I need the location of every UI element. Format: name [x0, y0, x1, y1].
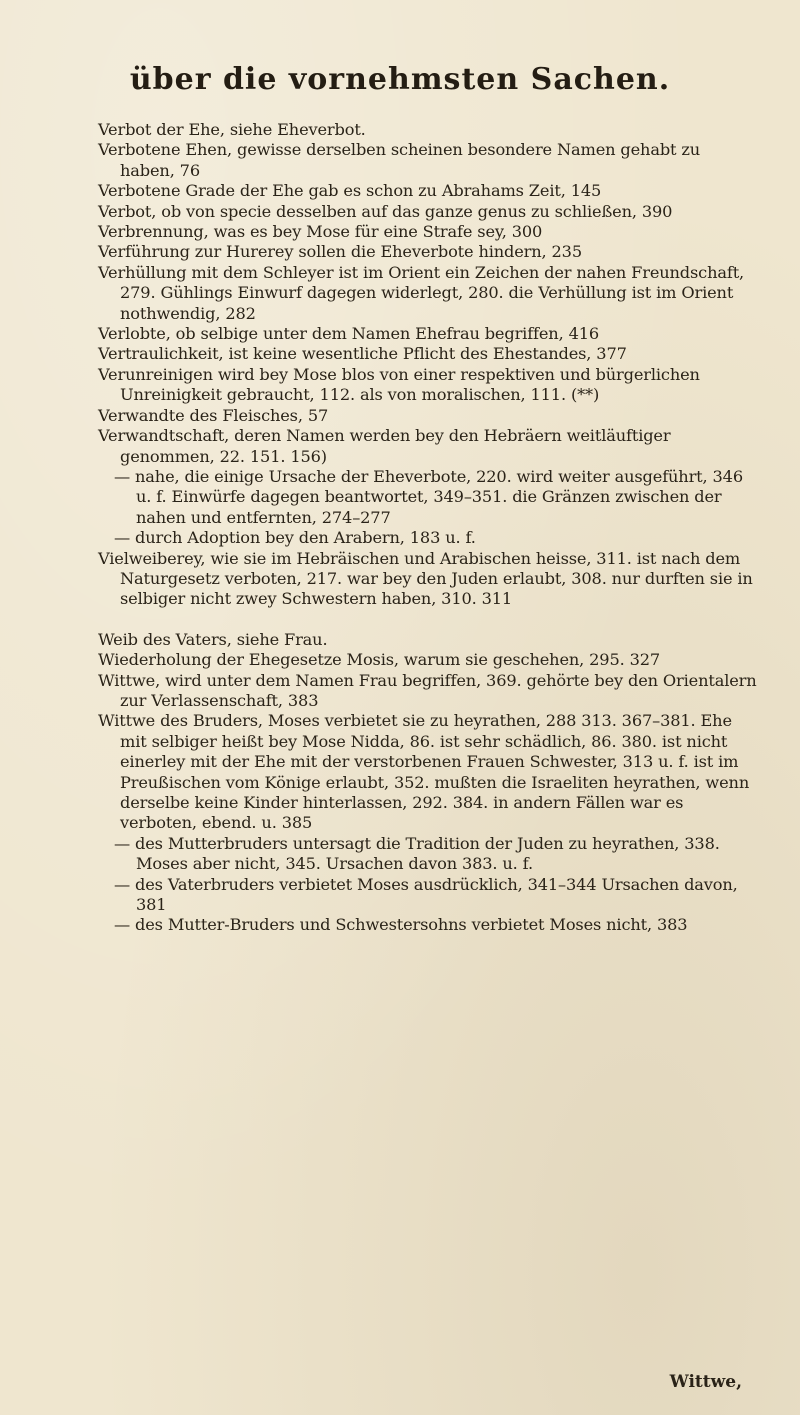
index-entries: [98, 120, 758, 936]
index-entry: Wiederholung der Ehegesetze Mosis, warum sie geschehen, 295. 327: [98, 650, 661, 670]
index-entry: Verunreinigen wird bey Mose blos von einer respektiven und bürgerlichen Unreinigkeit gebraucht, 112. als von moralischen, 111. (**): [98, 364, 700, 405]
index-entry: Verwandte des Fleisches, 57: [98, 405, 329, 425]
index-entry: — durch Adoption bey den Arabern, 183 u. f.: [114, 528, 476, 548]
index-entry: Vertraulichkeit, ist keine wesentliche Pflicht des Ehestandes, 377: [98, 344, 627, 364]
index-entry: Verhüllung mit dem Schleyer ist im Orient ein Zeichen der nahen Freundschaft, 279. Gühlings Einwurf dagegen widerlegt, 280. die Verhüllung ist im Orient nothwendig, 282: [98, 262, 745, 323]
index-entry: Verbrennung, was es bey Mose für eine Strafe sey, 300: [98, 222, 543, 242]
index-entry: Verbotene Grade der Ehe gab es schon zu Abrahams Zeit, 145: [98, 181, 602, 201]
index-entry: Verbot der Ehe, siehe Eheverbot.: [98, 120, 366, 139]
index-entry: Vielweiberey, wie sie im Hebräischen und Arabischen heisse, 311. ist nach dem Naturgesetz verboten, 217. war bey den Juden erlaubt, 308. nur durften sie in selbiger nicht zwey Schwestern haben, 310. 311: [98, 548, 753, 609]
index-entry: Verlobte, ob selbige unter dem Namen Ehefrau begriffen, 416: [98, 324, 600, 344]
index-entry: Verbotene Ehen, gewisse derselben scheinen besondere Namen gehabt zu haben, 76: [98, 140, 701, 180]
index-entry: Wittwe des Bruders, Moses verbietet sie zu heyrathen, 288 313. 367–381. Ehe mit selbiger heißt bey Mose Nidda, 86. ist sehr schädlich, 86. 380. ist nicht einerley mit der Ehe mit der verstorbenen Frauen Schwester, 313 u. f. ist im Preußischen vom Könige erlaubt, 352. mußten die Israeliten heyrathen, wenn derselbe keine Kinder hinterlassen, 292. 384. in andern Fällen war es verboten, ebend. u. 385: [98, 711, 750, 833]
catchword: Wittwe,: [669, 1372, 742, 1392]
index-entry: Verwandtschaft, deren Namen werden bey den Hebräern weitläuftiger genommen, 22. 151. 156): [98, 426, 671, 466]
index-entry: Verbot, ob von specie desselben auf das ganze genus zu schließen, 390: [98, 201, 673, 221]
index-entry: Wittwe, wird unter dem Namen Frau begriffen, 369. gehörte bey den Orientalern zur Verlassenschaft, 383: [98, 670, 757, 710]
index-entry: — nahe, die einige Ursache der Eheverbote, 220. wird weiter ausgeführt, 346 u. f. Einwürfe dagegen beantwortet, 349–351. die Gränzen zwischen der nahen und entfernten, 274–277: [114, 466, 743, 527]
index-entry: — des Mutter-Bruders und Schwestersohns verbietet Moses nicht, 383: [114, 915, 688, 935]
page-header: über die vornehmsten Sachen.: [129, 62, 671, 97]
index-entry: Weib des Vaters, siehe Frau.: [98, 629, 328, 649]
index-entry: Verführung zur Hurerey sollen die Eheverbote hindern, 235: [98, 242, 582, 262]
index-entry: — des Mutterbruders untersagt die Tradition der Juden zu heyrathen, 338. Moses aber nicht, 345. Ursachen davon 383. u. f.: [114, 833, 720, 874]
index-entry: — des Vaterbruders verbietet Moses ausdrücklich, 341–344 Ursachen davon, 381: [114, 874, 738, 915]
